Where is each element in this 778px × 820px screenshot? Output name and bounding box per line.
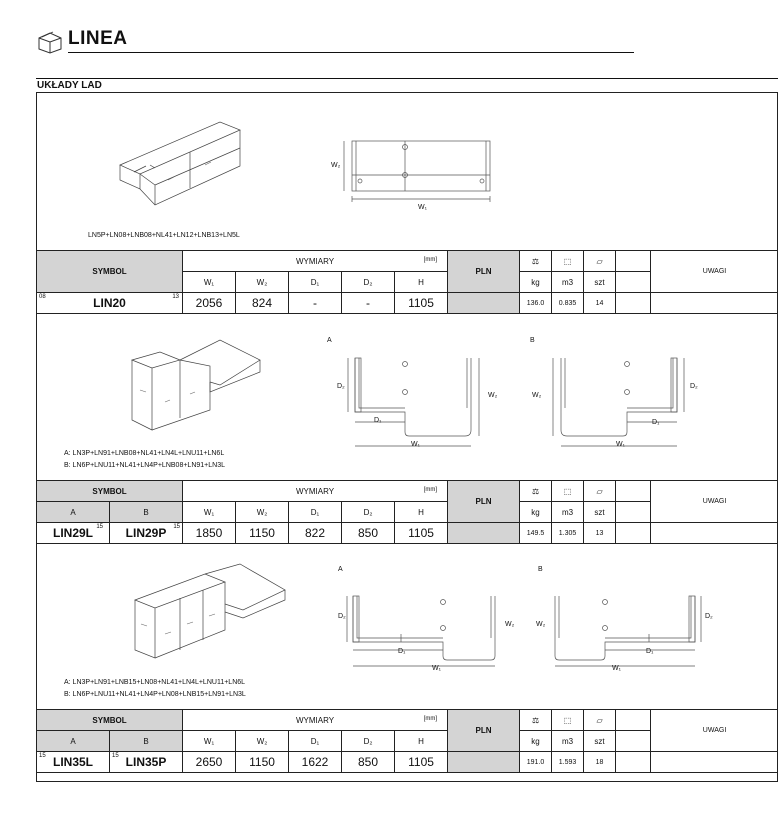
label-w1: W₁ [432,665,441,672]
label-w1: W₁ [612,665,621,672]
desk-3d-drawing-1 [110,110,250,215]
scale-icon: ⚖ [520,710,552,731]
label-w2: W₂ [505,621,515,628]
plan-drawing-2b [545,352,690,452]
dims-header: WYMIARY [mm] [183,710,448,731]
product-code-b: LIN29P 15 [110,523,183,544]
spec-table-1: SYMBOL WYMIARY [mm] PLN ⚖ ⬚ ▱ UWAGI W₁ W₂ D₁ D₂ H kg m3 szt 08 LIN20 13 2056 824 - - 1105 136.0 0.835 14 [36,250,778,314]
dims-header: WYMIARY [mm] [183,481,448,502]
label-d1: D₁ [646,648,654,655]
logo-cube-icon [36,30,64,54]
volume-icon: ⬚ [552,710,584,731]
desk-3d-drawing-2 [120,330,270,440]
symbol-header: SYMBOL [37,710,183,731]
box-icon: ▱ [584,710,616,731]
label-w2: W₂ [331,162,341,169]
pln-header: PLN [448,251,520,293]
symbol-header: SYMBOL [37,481,183,502]
label-variant-b: B [538,566,543,573]
product-code-a: LIN29L 15 [37,523,110,544]
label-w1: W₁ [616,441,625,448]
pln-header: PLN [448,481,520,523]
label-d2: D₂ [337,383,345,390]
label-d1: D₁ [652,419,660,426]
box-icon: ▱ [584,251,616,272]
label-w1: W₁ [418,204,427,211]
block-caption-a: A: LN3P+LN91+LNB08+NL41+LN4L+LNU11+LN6L [64,450,225,457]
notes-header: UWAGI [651,710,778,752]
label-w2: W₂ [488,392,498,399]
label-d2: D₂ [338,613,346,620]
desk-3d-drawing-3 [125,560,290,670]
plan-drawing-1 [330,135,500,215]
label-variant-a: A [327,337,332,344]
label-d2: D₂ [690,383,698,390]
section-title: UKŁADY LAD [37,80,102,91]
pln-header: PLN [448,710,520,752]
dims-header: WYMIARY [mm] [183,251,448,272]
label-d1: D₁ [398,648,406,655]
plan-drawing-3a [345,590,505,680]
plan-drawing-3b [545,590,705,680]
label-w2: W₂ [532,392,542,399]
label-variant-a: A [338,566,343,573]
product-code-a: 15 LIN35L [37,752,110,773]
block-caption-a: A: LN3P+LN91+LNB15+LN08+NL41+LN4L+LNU11+LN6L [64,679,246,686]
plan-drawing-2a [345,352,485,452]
label-variant-b: B [530,337,535,344]
block-caption: LN5P+LN08+LNB08+NL41+LN12+LNB13+LN5L [88,232,240,239]
scale-icon: ⚖ [520,481,552,502]
box-icon: ▱ [584,481,616,502]
spec-table-3: SYMBOL WYMIARY [mm] PLN ⚖ ⬚ ▱ UWAGI A B W₁ W₂ D₁ D₂ H kg m3 szt 15 LIN35L 15 LIN35P 2650 1150 1622 850 1105 191.0 1.593 18 [36,709,778,773]
brand-underline [68,52,634,53]
product-code-cell: 08 LIN20 13 [37,293,183,314]
label-w2: W₂ [536,621,546,628]
notes-header: UWAGI [651,251,778,293]
scale-icon: ⚖ [520,251,552,272]
product-code-b: 15 LIN35P [110,752,183,773]
label-w1: W₁ [411,441,420,448]
label-d2: D₂ [705,613,713,620]
spec-table-2: SYMBOL WYMIARY [mm] PLN ⚖ ⬚ ▱ UWAGI A B W₁ W₂ D₁ D₂ H kg m3 szt LIN29L 15 LIN29P 15 1850 1150 822 850 1105 149.5 1.305 13 [36,480,778,544]
section-rule [36,78,778,79]
symbol-header: SYMBOL [37,251,183,293]
notes-header: UWAGI [651,481,778,523]
label-d1: D₁ [374,417,382,424]
volume-icon: ⬚ [552,481,584,502]
volume-icon: ⬚ [552,251,584,272]
block-caption-b: B: LN6P+LNU11+NL41+LN4P+LN08+LNB15+LN91+LN3L [64,691,246,698]
brand-title: LINEA [68,28,128,49]
block-caption-b: B: LN6P+LNU11+NL41+LN4P+LNB08+LN91+LN3L [64,462,225,469]
